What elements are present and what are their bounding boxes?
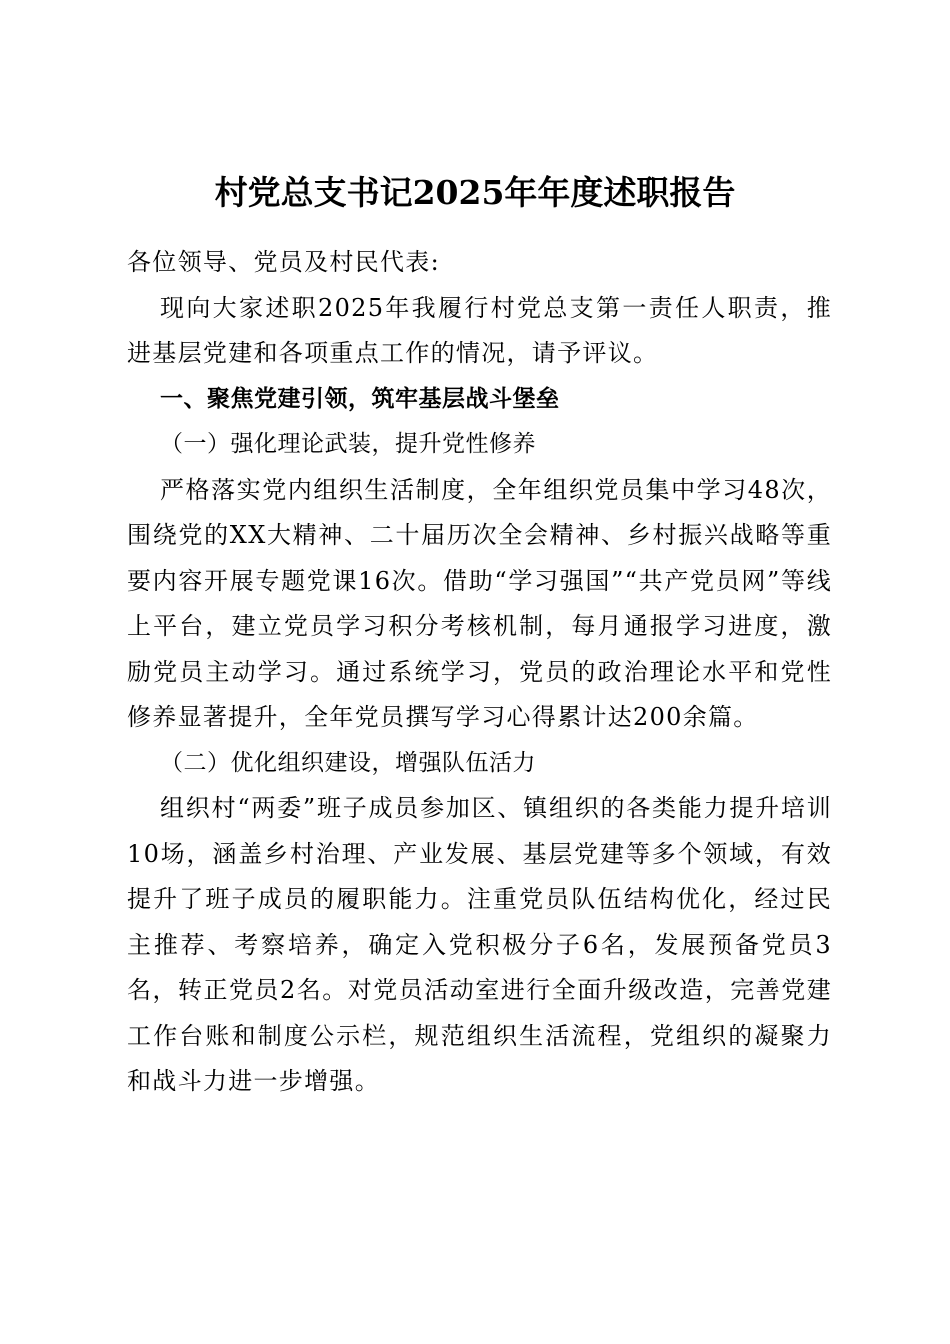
intro-paragraph: 现向大家述职2025年我履行村党总支第一责任人职责，推进基层党建和各项重点工作的情况，请予评议。	[127, 293, 832, 367]
salutation: 各位领导、党员及村民代表:	[127, 248, 440, 276]
subsection-heading-1-2: （二）优化组织建设，增强队伍活力	[160, 749, 536, 776]
subsection-heading-1-1: （一）强化理论武装，提升党性修养	[160, 431, 536, 457]
subsection-body-1-1: 严格落实党内组织生活制度，全年组织党员集中学习48次，围绕党的XX大精神、二十届历次全会精神、乡村振兴战略等重要内容开展专题党课16次。借助“学习强国”“共产党员网”等线上平台，建立党员学习积分考核机制，每月通报学习进度，激励党员主动学习。通过系统学习，党员的政治理论水平和党性修养显著提升，全年党员撰写学习心得累计达200余篇。	[127, 475, 832, 731]
document-title: 村党总支书记2025年年度述职报告	[214, 173, 736, 212]
subsection-body-1-2: 组织村“两委”班子成员参加区、镇组织的各类能力提升培训10场，涵盖乡村治理、产业发展、基层党建等多个领域，有效提升了班子成员的履职能力。注重党员队伍结构优化，经过民主推荐、考察培养，确定入党积极分子6名，发展预备党员3名，转正党员2名。对党员活动室进行全面升级改造，完善党建工作台账和制度公示栏，规范组织生活流程，党组织的凝聚力和战斗力进一步增强。	[127, 794, 832, 1095]
document-body	[127, 240, 832, 1105]
section-heading-1: 一、聚焦党建引领，筑牢基层战斗堡垒	[160, 385, 560, 412]
